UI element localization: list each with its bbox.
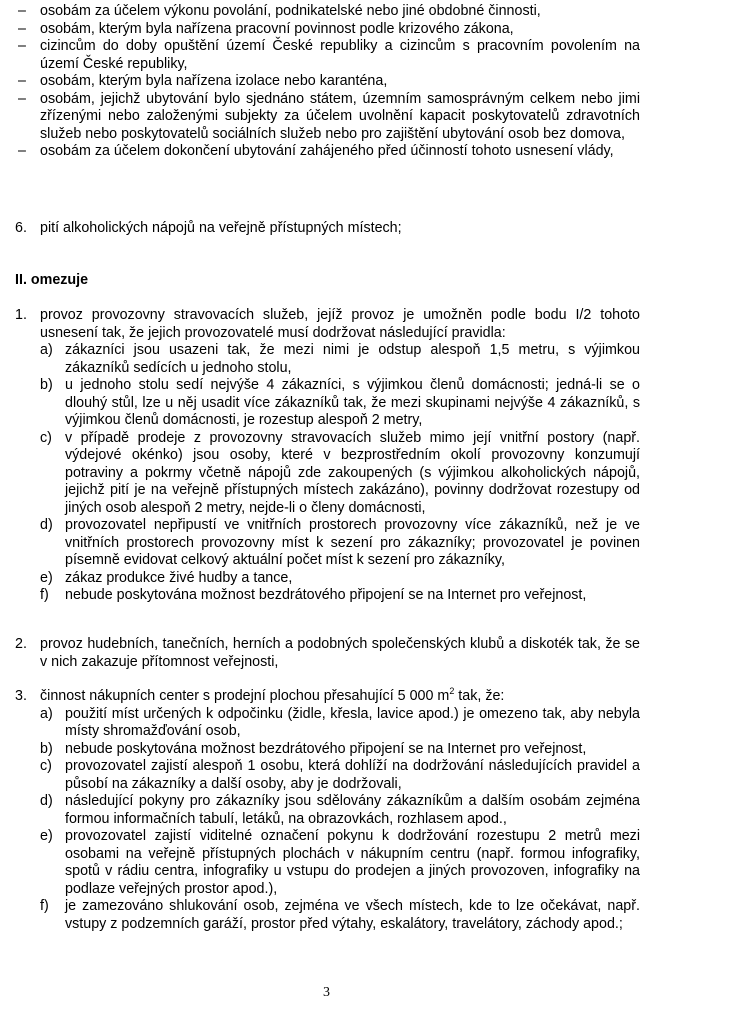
sub-item-label: b) — [40, 740, 53, 757]
sub-item-text: u jednoho stolu sedí nejvýše 4 zákazníci, s výjimkou členů domácnosti; jedná-li se o dlouhý stůl, lze u něj usadit více zákazníků tak, že mezi skupinami nejvýše 4 zákazníků, s výjimkou členů domácnosti, je rozestup alespoň 2 metry, — [65, 377, 640, 428]
sub-item-label: a) — [40, 705, 53, 722]
sub-item — [40, 570, 640, 588]
sub-item-text: použití míst určených k odpočinku (židle, křesla, lavice apod.) je omezeno tak, aby nebyla místy shromažďování osob, — [65, 705, 640, 739]
sub-item-text: provozovatel zajistí viditelné označení pokynu k dodržování rozestupu 2 metrů mezi osobami na veřejně přístupných plochách v nákupním centru (např. formou infografiky, spotů v rádiu centra, infografiky u vstupu do prodejen a jiných provozoven, infografiky na podlaze veřejných prostor apod.), — [65, 828, 640, 897]
item-6 — [15, 220, 640, 238]
sub-item-label: d) — [40, 793, 53, 809]
list-item: – osobám za účelem dokončení ubytování zahájeného před účinností tohoto usnesení vlády, — [15, 143, 640, 161]
item-number: 2. — [15, 636, 27, 652]
sub-item — [40, 342, 640, 377]
sub-item-text: zákazníci jsou usazeni tak, že mezi nimi je odstup alespoň 1,5 metru, s výjimkou zákazníků sedících u jednoho stolu, — [65, 342, 640, 376]
section-heading: II. omezuje — [15, 272, 89, 288]
item-text — [40, 688, 640, 706]
item-text-main: činnost nákupních center s prodejní plochou přesahující 5 000 m — [40, 688, 450, 704]
superscript: 2 — [449, 686, 455, 697]
sub-item — [40, 828, 640, 898]
sub-list — [40, 342, 640, 605]
item-text: pití alkoholických nápojů na veřejně přístupných místech; — [40, 220, 402, 236]
sub-item-text: v případě prodeje z provozovny stravovacích služeb mimo její vnitřní postory (např. výdejové okénko) jsou osoby, které v bezprostředním okolí provozovny konzumují potraviny a pokrmy včetně nápojů zde zakoupených (s výjimkou alkoholických nápojů, jejichž pití je na veřejně přístupných místech zakázáno), povinny dodržovat rozestupy od jiných osob alespoň 2 metry, nejde-li o členy domácnosti, — [65, 429, 640, 516]
page-number: 3 — [323, 985, 330, 1000]
list-item: – cizincům do doby opuštění území České republiky a cizincům s pracovním povolením na území České republiky, — [15, 38, 640, 73]
item-number: 3. — [15, 688, 27, 704]
item-number: 6. — [15, 220, 27, 236]
item-3 — [15, 688, 640, 933]
item-number: 1. — [15, 307, 27, 323]
sub-item — [40, 377, 640, 430]
sub-item-label: f) — [40, 898, 49, 914]
sub-item-text: následující pokyny pro zákazníky jsou sdělovány zákazníkům a dalším osobám zejména formou informačních tabulí, letáků, na obrazovkách, rozhlasem apod., — [65, 793, 640, 827]
item-2 — [15, 636, 640, 671]
item-text: provoz provozovny stravovacích služeb, jejíž provoz je umožněn podle bodu I/2 tohoto usnesení tak, že jejich provozovatelé musí dodržovat následující pravidla: — [40, 307, 640, 341]
item-text-tail: tak, že: — [454, 688, 505, 704]
list-item: – osobám za účelem výkonu povolání, podnikatelské nebo jiné obdobné činnosti, — [15, 3, 640, 21]
sub-item-label: c) — [40, 758, 52, 774]
sub-item-text: nebude poskytována možnost bezdrátového připojení se na Internet pro veřejnost, — [65, 587, 587, 603]
list-item: – osobám, kterým byla nařízena izolace nebo karanténa, — [15, 73, 640, 91]
sub-item — [40, 898, 640, 933]
sub-item-label: c) — [40, 429, 52, 446]
sub-item — [40, 430, 640, 518]
sub-item — [40, 741, 640, 759]
sub-item — [40, 706, 640, 741]
sub-item — [40, 758, 640, 793]
item-1 — [15, 307, 640, 605]
item-text: provoz hudebních, tanečních, herních a podobných společenských klubů a diskoték tak, že se v nich zakazuje přítomnost veřejnosti, — [40, 636, 640, 670]
sub-item-label: f) — [40, 587, 49, 603]
sub-item-text: nebude poskytována možnost bezdrátového připojení se na Internet pro veřejnost, — [65, 740, 587, 757]
sub-item — [40, 517, 640, 570]
dash-list — [15, 3, 640, 161]
sub-item — [40, 587, 640, 605]
sub-item-label: b) — [40, 377, 53, 393]
sub-item-label: e) — [40, 569, 53, 586]
list-item: – osobám, jejichž ubytování bylo sjednáno státem, územním samosprávným celkem nebo jimi zřízenými nebo založenými subjekty za účelem uvolnění kapacit poskytovatelů zdravotních služeb nebo poskytovatelů sociálních služeb nebo pro zajištění ubytování osob bez domova, — [15, 91, 640, 144]
sub-item — [40, 793, 640, 828]
list-item: – osobám, kterým byla nařízena pracovní povinnost podle krizového zákona, — [15, 21, 640, 39]
sub-item-label: d) — [40, 517, 53, 533]
sub-item-text: je zamezováno shlukování osob, zejména ve všech místech, kde to lze očekávat, např. vstupy z podzemních garáží, prostor před výtahy, eskalátory, travelátory, záchody apod.; — [65, 898, 640, 932]
sub-item-text: provozovatel zajistí alespoň 1 osobu, která dohlíží na dodržování následujících pravidel a působí na zákazníky a další osoby, aby je dodržovali, — [65, 758, 640, 792]
sub-item-label: e) — [40, 828, 53, 844]
sub-list — [40, 706, 640, 934]
sub-item-label: a) — [40, 342, 53, 358]
sub-item-text: zákaz produkce živé hudby a tance, — [65, 569, 293, 586]
sub-item-text: provozovatel nepřipustí ve vnitřních prostorech provozovny více zákazníků, než je ve vnitřních prostorech provozovny míst k sezení pro zákazníky; provozovatel je povinen písemně evidovat celkový aktuální počet míst k sezení pro zákazníky, — [65, 517, 640, 568]
